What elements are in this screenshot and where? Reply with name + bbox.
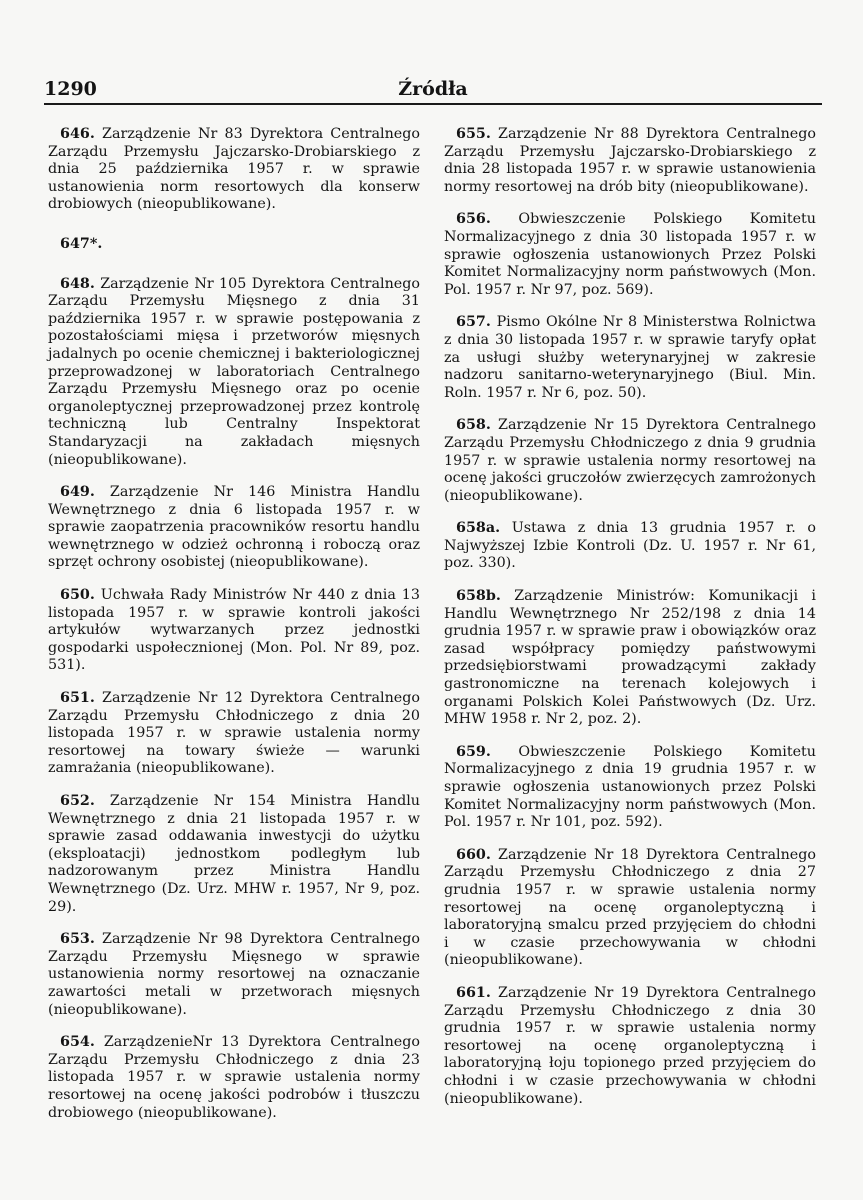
entry-646: 646. Zarządzenie Nr 83 Dyrektora Centralnego Zarządu Przemysłu Jajczarsko-Drobiarskiego z dnia 25 października 1957 r. w sprawie ustanowienia norm resortowych dla konserw drobiowych (nieopublikowane). [48,126,421,213]
entry-654: 654. ZarządzenieNr 13 Dyrektora Centralnego Zarządu Przemysłu Chłodniczego z dnia 23 listopada 1957 r. w sprawie ustalenia normy resortowej na ocenę jakości podrobów i tłuszczu drobiowego (nieopublikowane). [48,1034,421,1121]
page-number: 1290 [44,78,97,100]
header-rule [44,103,822,105]
entry-653: 653. Zarządzenie Nr 98 Dyrektora Centralnego Zarządu Przemysłu Mięsnego w sprawie ustanowienia normy resortowej na oznaczanie zawartości metali w przetworach mięsnych (nieopublikowane). [48,931,421,1018]
entry-655: 655. Zarządzenie Nr 88 Dyrektora Centralnego Zarządu Przemysłu Jajczarsko-Drobiarskiego z dnia 28 listopada 1957 r. w sprawie ustanowienia normy resortowej na drób bity (nieopublikowane). [444,126,817,195]
entry-658a: 658a. Ustawa z dnia 13 grudnia 1957 r. o Najwyższej Izbie Kontroli (Dz. U. 1957 r. Nr 61, poz. 330). [444,520,816,572]
right-column [444,126,816,1123]
entry-660: 660. Zarządzenie Nr 18 Dyrektora Centralnego Zarządu Przemysłu Chłodniczego z dnia 27 grudnia 1957 r. w sprawie ustalenia normy resortowej na ocenę organoleptyczną i laboratoryjną smalcu przed przyjęciem do chłodni i w czasie przechowywania w chłodni (nieopublikowane). [444,846,817,969]
entry-649: 649. Zarządzenie Nr 146 Ministra Handlu Wewnętrznego z dnia 6 listopada 1957 r. w sprawie zaopatrzenia pracowników resortu handlu wewnętrznego w odzież ochronną i roboczą oraz sprzęt ochrony osobistej (nieopublikowane). [48,484,421,571]
entry-658: 658. Zarządzenie Nr 15 Dyrektora Centralnego Zarządu Przemysłu Chłodniczego z dnia 9 grudnia 1957 r. w sprawie ustalenia normy resortowej na ocenę jakości gruczołów zwierzęcych zamrożonych (nieopublikowane). [444,417,817,504]
entry-656: 656. Obwieszczenie Polskiego Komitetu Normalizacyjnego z dnia 30 listopada 1957 r. w sprawie ogłoszenia ustanowionych Przez Polski Komitet Normalizacyjny norm państwowych (Mon. Pol. 1957 r. Nr 97, poz. 569). [444,211,816,298]
entry-659: 659. Obwieszczenie Polskiego Komitetu Normalizacyjnego z dnia 19 grudnia 1957 r. w sprawie ogłoszenia ustanowionych przez Polski Komitet Normalizacyjny norm państwowych (Mon. Pol. 1957 r. Nr 101, poz. 592). [444,743,816,831]
entry-650: 650. Uchwała Rady Ministrów Nr 440 z dnia 13 listopada 1957 r. w sprawie kontroli jakości artykułów wytwarzanych przez jednostki gospodarki uspołecznionej (Mon. Pol. Nr 89, poz. 531). [48,587,420,674]
entry-661: 661. Zarządzenie Nr 19 Dyrektora Centralnego Zarządu Przemysłu Chłodniczego z dnia 30 grudnia 1957 r. w sprawie ustalenia normy resortowej na ocenę organoleptyczną i laboratoryjną łoju topionego przed przyjęciem do chłodni i w czasie przechowywania w chłodni (nieopublikowane). [444,984,817,1107]
running-title: Źródła [398,78,468,100]
entry-657: 657. Pismo Okólne Nr 8 Ministerstwa Rolnictwa z dnia 30 listopada 1957 r. w sprawie taryfy opłat za usługi służby weterynaryjnej w zakresie nadzoru sanitarno-weterynaryjnego (Biul. Min. Roln. 1957 r. Nr 6, poz. 50). [444,314,817,401]
entry-651: 651. Zarządzenie Nr 12 Dyrektora Centralnego Zarządu Przemysłu Chłodniczego z dnia 20 listopada 1957 r. w sprawie ustalenia normy resortowej na towary świeże — warunki zamrażania (nieopublikowane). [48,690,421,777]
entry-658b: 658b. Zarządzenie Ministrów: Komunikacji i Handlu Wewnętrznego Nr 252/198 z dnia 14 grudnia 1957 r. w sprawie praw i obowiązków oraz zasad współpracy pomiędzy państwowymi przedsiębiorstwami prowadzącymi zakłady gastronomiczne na terenach kolejowych i organami Polskich Kolei Państwowych (Dz. Urz. MHW 1958 r. Nr 2, poz. 2). [444,588,816,728]
entry-647: 647*. [60,235,103,252]
entry-648: 648. Zarządzenie Nr 105 Dyrektora Centralnego Zarządu Przemysłu Mięsnego z dnia 31 października 1957 r. w sprawie postępowania z pozostałościami mięsa i przetworów mięsnych jadalnych po ocenie chemicznej i bakteriologicznej przeprowadzonej w laboratoriach Centralnego Zarządu Przemysłu Mięsnego oraz po ocenie organoleptycznej przeprowadzonej przez kontrolę techniczną lub Centralny Inspektorat Standaryzacji na zakładach mięsnych (nieopublikowane). [48,275,421,468]
page-header [44,78,822,102]
entry-652: 652. Zarządzenie Nr 154 Ministra Handlu Wewnętrznego z dnia 21 listopada 1957 r. w sprawie zasad oddawania inwestycji do użytku (eksploatacji) jednostkom podległym lub nadzorowanym przez Ministra Handlu Wewnętrznego (Dz. Urz. MHW r. 1957, Nr 9, poz. 29). [48,793,421,915]
left-column [48,126,420,1137]
